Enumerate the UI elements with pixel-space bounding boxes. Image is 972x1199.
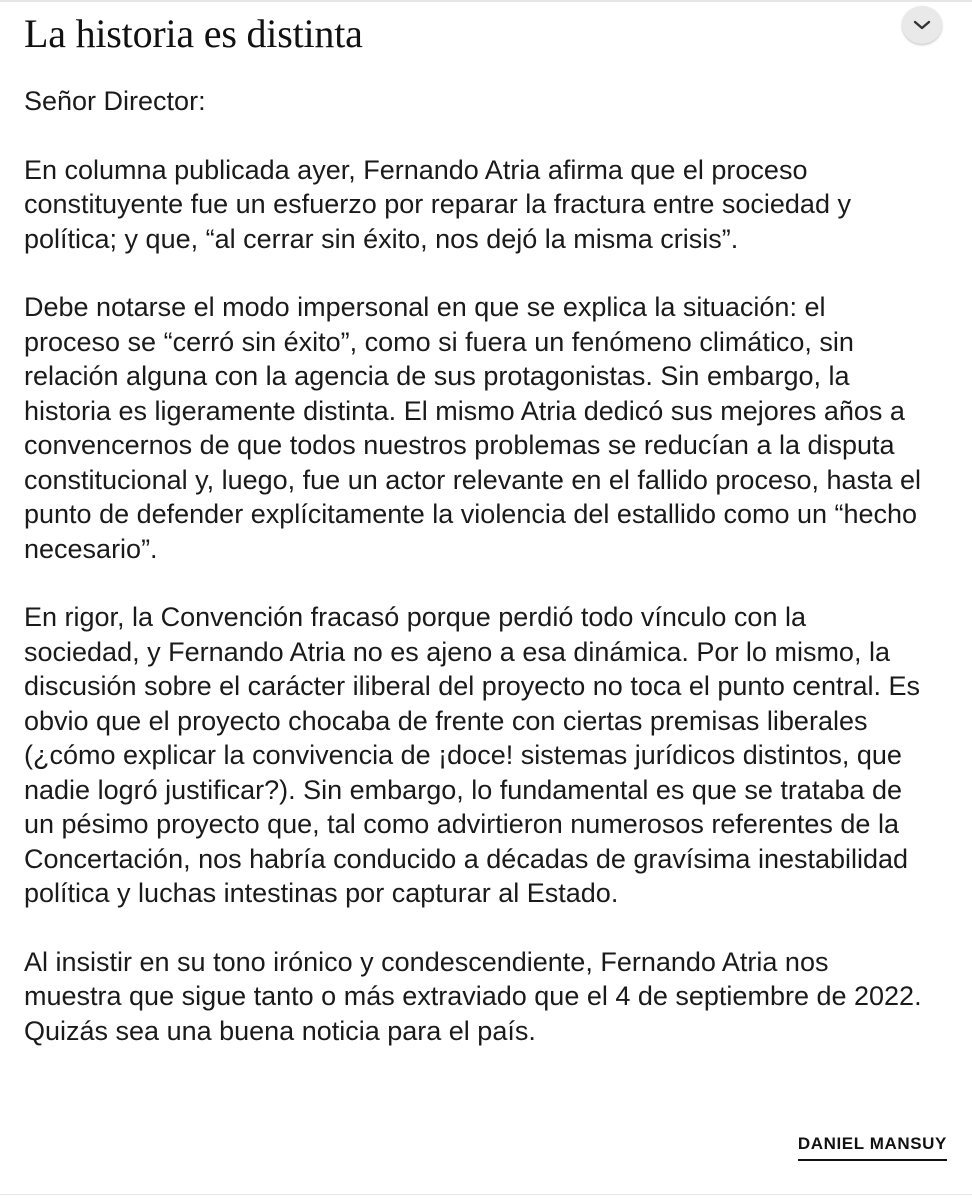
- paragraph-3: En rigor, la Convención fracasó porque perdió todo vínculo con la sociedad, y Fernando Atria no es ajeno a esa dinámica. Por lo mismo, la discusión sobre el carácter iliberal del proyecto no toca el punto central. Es obvio que el proyecto chocaba de frente con ciertas premisas liberales (¿cómo explicar la convivencia de ¡doce! sistemas jurídicos distintos, que nadie logró justificar?). Sin embargo, lo fundamental es que se trataba de un pésimo proyecto que, tal como advirtieron numerosos referentes de la Concertación, nos habría conducido a décadas de gravísima inestabilidad política y luchas intestinas por capturar al Estado.: [24, 602, 920, 908]
- letter-title: La historia es distinta: [24, 11, 363, 56]
- collapse-button[interactable]: [902, 6, 942, 44]
- letter-article: [24, 0, 954, 1048]
- author-signature[interactable]: DANIEL MANSUY: [798, 1134, 947, 1161]
- salutation: Señor Director:: [24, 86, 206, 116]
- paragraph-4: Al insistir en su tono irónico y condescendiente, Fernando Atria nos muestra que sigue tanto o más extraviado que el 4 de septiembre de 2022. Quizás sea una buena noticia para el país.: [24, 946, 922, 1046]
- bottom-divider: [0, 1194, 972, 1195]
- paragraph-2: Debe notarse el modo impersonal en que se explica la situación: el proceso se “cerró sin éxito”, como si fuera un fenómeno climático, sin relación alguna con la agencia de sus protagonistas. Sin embargo, la historia es ligeramente distinta. El mismo Atria dedicó sus mejores años a convencernos de que todos nuestros problemas se reducían a la disputa constitucional y, luego, fue un actor relevante en el fallido proceso, hasta el punto de defender explícitamente la violencia del estallido como un “hecho necesario”.: [24, 292, 922, 564]
- paragraph-1: En columna publicada ayer, Fernando Atria afirma que el proceso constituyente fue un esfuerzo por reparar la fractura entre sociedad y política; y que, “al cerrar sin éxito, nos dejó la misma crisis”.: [24, 154, 851, 254]
- chevron-down-icon: [913, 19, 931, 31]
